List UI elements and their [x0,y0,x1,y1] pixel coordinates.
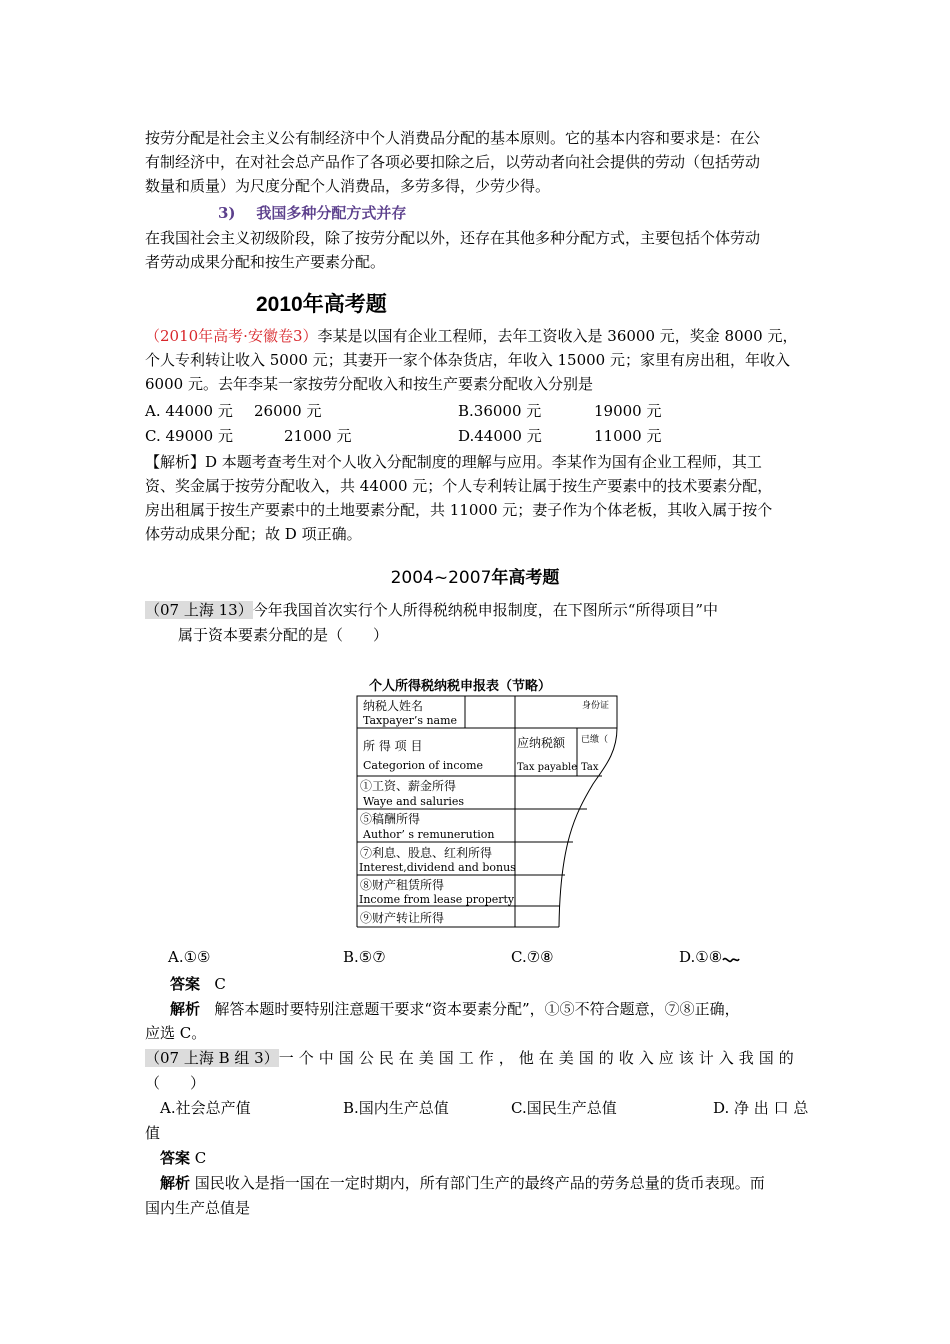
option-a: A. 44000 元 [145,402,233,420]
question-2010 [145,324,810,396]
analysis-line-2 [160,1172,765,1193]
text-line: 数量和质量）为尺度分配个人消费品，多劳多得，少劳少得。 [145,177,551,195]
answer-label: 答案 [160,1149,191,1167]
scribble-icon [722,952,740,964]
form-row-cn: ①工资、薪金所得 [360,779,457,793]
analysis-text: 国民收入是指一国在一定时期内，所有部门生产的最终产品的劳务总量的货币表现。而 [194,1174,765,1192]
question-source: （07 上海 13） [145,601,253,619]
analysis-line-2b: 国内生产总值是 [145,1199,251,1217]
question-text: 李某是以国有企业工程师，去年工资收入是 36000 元，奖金 8000 元， [317,327,798,345]
form-paid-en: Tax [581,762,599,773]
tax-declaration-form [355,674,625,930]
text-line: 个人专利转让收入 5000 元；其妻开一家个体杂货店，年收入 15000 元；家里有房出租，年收入 [145,351,790,369]
form-tax-cn: 应纳税额 [517,736,566,750]
question-1-line1 [145,599,718,620]
option-a: A.社会总产值 [160,1099,251,1117]
option-c: C.⑦⑧ [511,948,554,966]
question-2-line1 [145,1047,799,1068]
text-line: 6000 元。去年李某一家按劳分配收入和按生产要素分配收入分别是 [145,375,593,393]
intro-paragraph [145,126,810,198]
form-row-en: Author’ s remunerution [363,828,495,841]
form-paid-cn: 已缴（ [581,735,609,745]
form-row-cn: ⑦利息、股息、红利所得 [360,846,493,860]
question-2-line2: （ ） [145,1074,206,1092]
analysis-text: 解答本题时要特别注意题干要求“资本要素分配”，①⑤不符合题意，⑦⑧正确， [214,1000,740,1018]
answer-line-1 [170,973,226,994]
analysis-label: 解析 [160,1174,191,1192]
section-heading-2004-2007 [0,563,950,588]
question-1-line2: 属于资本要素分配的是（ ） [178,626,389,644]
option-d-text: D.①⑧ [679,948,723,966]
option-b: B.国内生产总值 [343,1099,449,1117]
option-b: B.36000 元 [458,402,542,420]
form-row-en: Waye and saluries [363,795,465,808]
form-row-en: Income from lease property [359,893,515,906]
heading-year: 2010 [256,293,303,316]
answer-label: 答案 [170,975,201,993]
intro-paragraph-2 [145,226,810,274]
option-c: C.国民生产总值 [511,1099,617,1117]
analysis-line-1 [170,998,740,1019]
analysis-text: D 本题考查考生对个人收入分配制度的理解与应用。李某作为国有企业工程师，其工 [205,453,762,471]
option-a: A.①⑤ [168,948,211,966]
answer-value: C [194,1149,207,1167]
heading-text: 年高考题 [491,568,560,588]
form-row-cn: ⑤稿酬所得 [360,812,421,826]
analysis-2010 [145,450,810,546]
answer-line-2 [160,1147,206,1168]
option-c: C. 49000 元 [145,427,233,445]
form-row-cn: ⑧财产租赁所得 [360,878,445,892]
question-text: 一个中国公民在美国工作，他在美国的收入应该计入我国的 [278,1049,799,1067]
question-source: （2010年高考·安徽卷3） [145,327,318,345]
option-b: B.⑤⑦ [343,948,386,966]
form-item-en: Categorion of income [363,759,484,772]
form-id-label: 身份证 [582,701,610,711]
option-a-value: 26000 元 [254,402,322,420]
form-name-cn: 纳税人姓名 [363,699,424,713]
torn-edge [559,728,617,927]
question-text: 今年我国首次实行个人所得税纳税申报制度，在下图所示“所得项目”中 [252,601,719,619]
form-row-en: Interest,dividend and bonus [359,861,516,874]
text-line: 有制经济中，在对社会总产品作了各项必要扣除之后，以劳动者向社会提供的劳动（包括劳动 [145,153,761,171]
question-source: （07 上海 B 组 3） [145,1049,279,1067]
text-line: 按劳分配是社会主义公有制经济中个人消费品分配的基本原则。它的基本内容和要求是：在公 [145,129,761,147]
heading-years: 2004~2007 [390,568,492,588]
option-d-value: 11000 元 [594,427,662,445]
analysis-label: 解析 [170,1000,201,1018]
analysis-label: 【解析】 [145,453,206,471]
text-line: 资、奖金属于按劳分配收入，共 44000 元；个人专利转让属于按生产要素中的技术要素分配， [145,477,773,495]
option-d: D. 净 出 口 总 [713,1099,809,1117]
heading-text: 年高考题 [302,293,387,316]
form-tax-en: Tax payable [517,762,578,773]
text-line: 房出租属于按生产要素中的土地要素分配，共 11000 元；妻子作为个体老板，其收入属于按个 [145,501,773,519]
text-line: 体劳动成果分配；故 D 项正确。 [145,525,362,543]
option-d [679,948,740,966]
analysis-line-1b: 应选 C。 [145,1024,207,1042]
form-name-en: Taxpayer’s name [363,714,458,727]
text-line: 者劳动成果分配和按生产要素分配。 [145,253,386,271]
form-item-cn: 所 得 项 目 [363,739,423,753]
option-c-value: 21000 元 [284,427,352,445]
option-d: D.44000 元 [458,427,542,445]
text-line: 在我国社会主义初级阶段，除了按劳分配以外，还存在其他多种分配方式，主要包括个体劳动 [145,229,761,247]
section-heading-2010 [256,288,387,318]
sub-heading: 3) 我国多种分配方式并存 [218,204,407,222]
form-row-cn: ⑨财产转让所得 [360,911,445,925]
option-b-value: 19000 元 [594,402,662,420]
option-d-wrap: 值 [145,1124,161,1142]
answer-value: C [214,975,226,993]
form-title: 个人所得税纳税申报表（节略） [368,679,552,694]
